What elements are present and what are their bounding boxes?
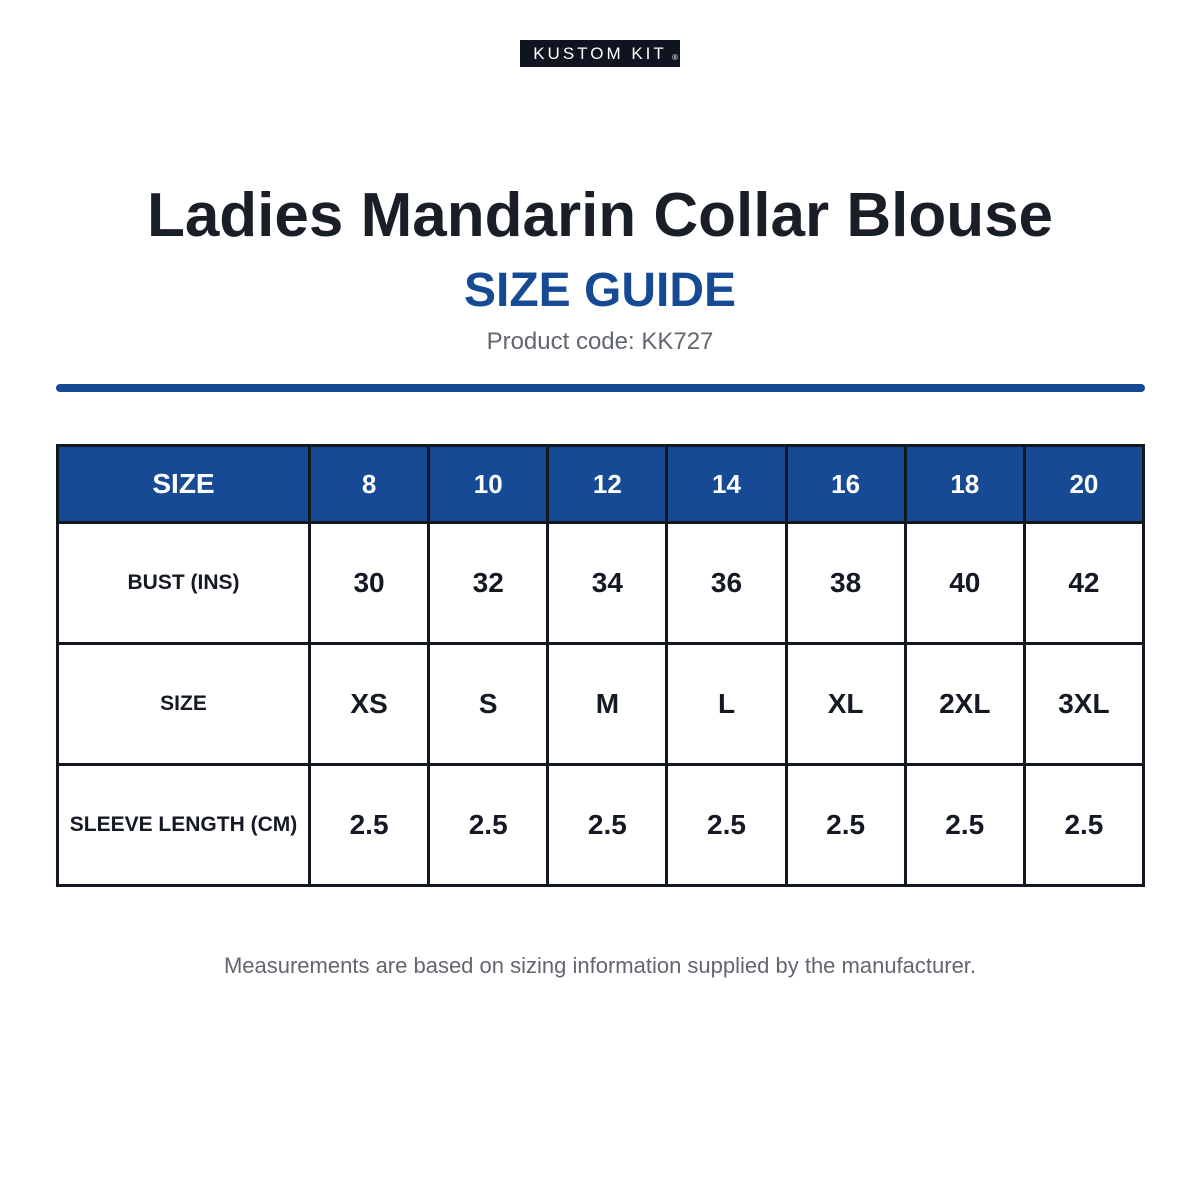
product-code: Product code: KK727 — [486, 328, 714, 355]
table-cell: 32 — [429, 523, 548, 644]
table-cell: 3XL — [1024, 644, 1143, 765]
table-cell: 2.5 — [667, 765, 786, 886]
table-cell: 2.5 — [310, 765, 429, 886]
brand-logo-text: KUSTOM KIT — [533, 44, 667, 63]
table-cell: 2.5 — [548, 765, 667, 886]
table-cell: 38 — [786, 523, 905, 644]
header-size-label: SIZE — [58, 446, 310, 523]
measurement-note: Measurements are based on sizing information supplied by the manufacturer. — [223, 953, 977, 978]
table-cell: XS — [310, 644, 429, 765]
row-label-bust: BUST (INS) — [58, 523, 310, 644]
table-cell: 2.5 — [429, 765, 548, 886]
size-guide-heading: SIZE GUIDE — [463, 264, 737, 317]
header-size-cell: 16 — [786, 446, 905, 523]
registered-mark: ® — [672, 53, 678, 62]
table-row-bust — [58, 523, 1144, 644]
table-cell: XL — [786, 644, 905, 765]
table-cell: 2.5 — [1024, 765, 1143, 886]
row-label-sleeve-length: SLEEVE LENGTH (CM) — [58, 765, 310, 886]
table-cell: M — [548, 644, 667, 765]
table-cell: 42 — [1024, 523, 1143, 644]
table-cell: L — [667, 644, 786, 765]
product-title: Ladies Mandarin Collar Blouse — [146, 181, 1054, 250]
table-cell: 2.5 — [786, 765, 905, 886]
table-cell: 34 — [548, 523, 667, 644]
table-cell: 30 — [310, 523, 429, 644]
header-size-cell: 10 — [429, 446, 548, 523]
table-cell: 2.5 — [905, 765, 1024, 886]
header-size-cell: 20 — [1024, 446, 1143, 523]
row-label-size: SIZE — [58, 644, 310, 765]
table-row-size — [58, 644, 1144, 765]
table-row-sleeve-length — [58, 765, 1144, 886]
header-size-cell: 18 — [905, 446, 1024, 523]
table-cell: 40 — [905, 523, 1024, 644]
table-cell: S — [429, 644, 548, 765]
header-size-cell: 14 — [667, 446, 786, 523]
header-size-cell: 12 — [548, 446, 667, 523]
header-size-cell: 8 — [310, 446, 429, 523]
divider-line — [56, 384, 1145, 392]
table-cell: 36 — [667, 523, 786, 644]
table-cell: 2XL — [905, 644, 1024, 765]
size-table — [56, 444, 1145, 887]
size-header-row — [58, 446, 1144, 523]
brand-logo — [520, 40, 680, 67]
